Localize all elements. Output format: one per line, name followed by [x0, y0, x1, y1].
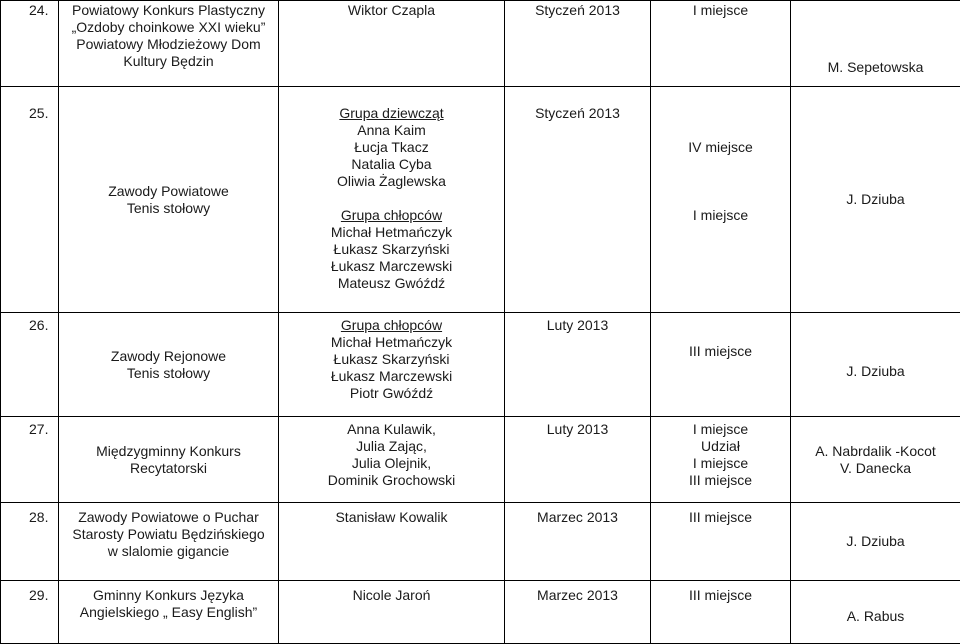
participants: Anna Kulawik, Julia Zając, Julia Olejnik, Dominik Grochowski	[279, 417, 505, 503]
teacher: M. Sepetowska	[791, 1, 960, 87]
event-name: Powiatowy Konkurs Plastyczny „Ozdoby choinkowe XXI wieku” Powiatowy Młodzieżowy Dom Kultury Będzin	[59, 1, 279, 87]
table-row	[1, 1, 960, 87]
result: IV miejsce I miejsce	[651, 87, 791, 313]
group-title: Grupa chłopców	[283, 317, 500, 334]
result: III miejsce	[651, 503, 791, 581]
row-number: 28.	[1, 503, 59, 581]
table-row	[1, 87, 960, 313]
result: I miejsce	[651, 1, 791, 87]
event-date: Marzec 2013	[505, 581, 651, 644]
row-number: 27.	[1, 417, 59, 503]
event-name: Zawody Powiatowe o Puchar Starosty Powiatu Będzińskiego w slalomie gigancie	[59, 503, 279, 581]
row-number: 24.	[1, 1, 59, 87]
event-date: Luty 2013	[505, 417, 651, 503]
result: III miejsce	[651, 313, 791, 417]
teacher: A. Rabus	[791, 581, 960, 644]
table-row	[1, 313, 960, 417]
teacher: J. Dziuba	[791, 313, 960, 417]
event-name: Międzygminny Konkurs Recytatorski	[59, 417, 279, 503]
table-row	[1, 417, 960, 503]
event-date: Marzec 2013	[505, 503, 651, 581]
row-number: 29.	[1, 581, 59, 644]
table-row	[1, 581, 960, 644]
row-number: 26.	[1, 313, 59, 417]
participants: Wiktor Czapla	[279, 1, 505, 87]
group-title: Grupa dziewcząt	[283, 105, 500, 122]
table-row	[1, 503, 960, 581]
participants: Stanisław Kowalik	[279, 503, 505, 581]
teacher: J. Dziuba	[791, 87, 960, 313]
event-name: Gminny Konkurs Języka Angielskiego „ Easy English”	[59, 581, 279, 644]
event-name: Zawody Powiatowe Tenis stołowy	[59, 87, 279, 313]
participants: Grupa dziewcząt Anna Kaim Łucja Tkacz Natalia Cyba Oliwia Żaglewska Grupa chłopców Michał Hetmańczyk Łukasz Skarzyński Łukasz Marczewski Mateusz Gwóźdź	[279, 87, 505, 313]
result: III miejsce	[651, 581, 791, 644]
teacher: J. Dziuba	[791, 503, 960, 581]
event-date: Luty 2013	[505, 313, 651, 417]
result: I miejsce Udział I miejsce III miejsce	[651, 417, 791, 503]
participants: Grupa chłopców Michał Hetmańczyk Łukasz Skarzyński Łukasz Marczewski Piotr Gwóźdź	[279, 313, 505, 417]
group-title: Grupa chłopców	[283, 207, 500, 224]
event-name: Zawody Rejonowe Tenis stołowy	[59, 313, 279, 417]
event-date: Styczeń 2013	[505, 1, 651, 87]
event-date: Styczeń 2013	[505, 87, 651, 313]
teacher: A. Nabrdalik -Kocot V. Danecka	[791, 417, 960, 503]
row-number: 25.	[1, 87, 59, 313]
participants: Nicole Jaroń	[279, 581, 505, 644]
